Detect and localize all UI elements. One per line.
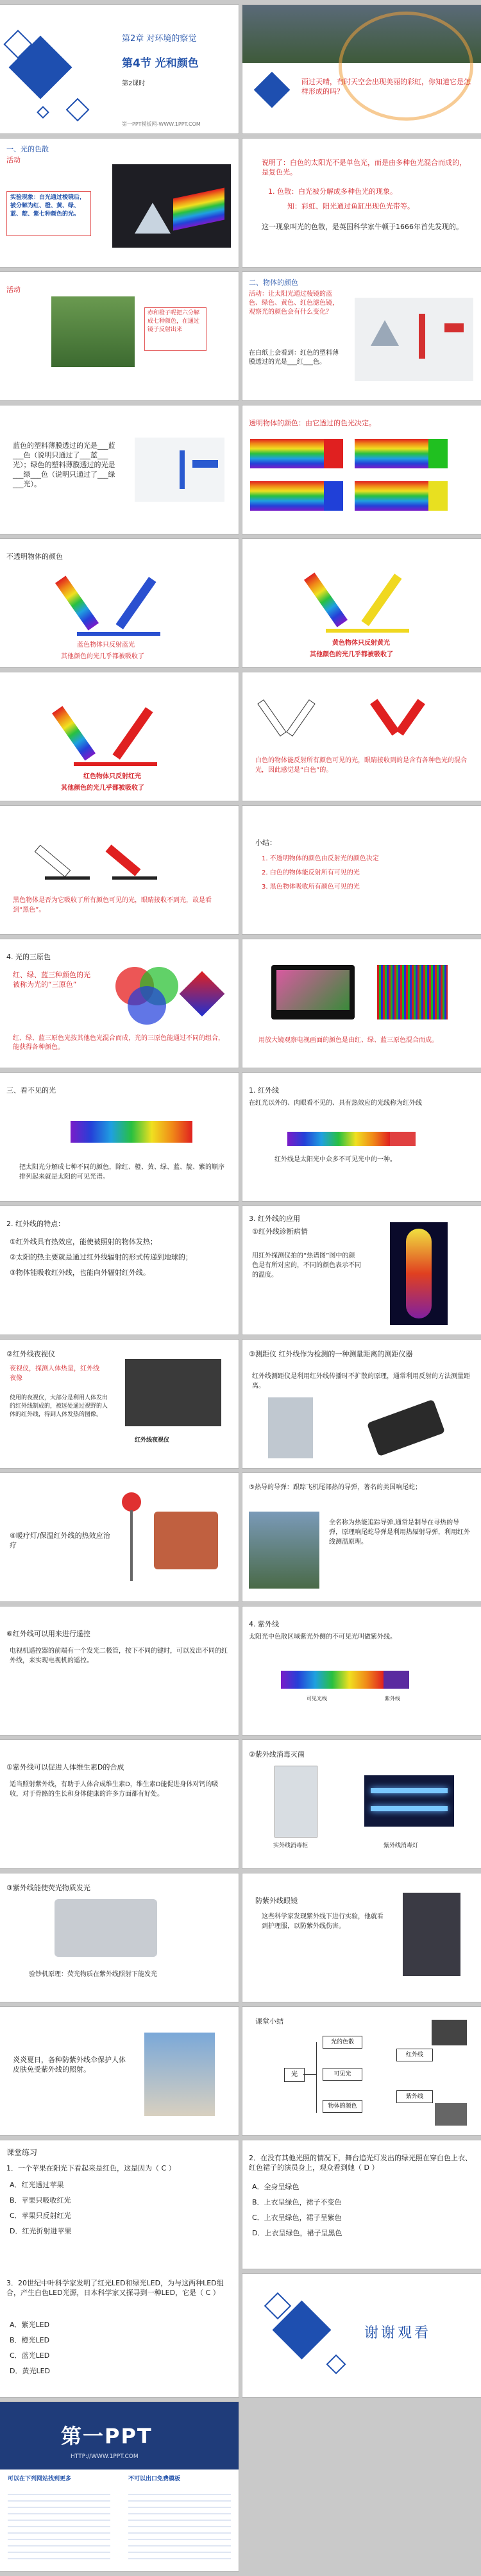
decor-square [254, 72, 291, 108]
black-surface [45, 876, 90, 880]
slide-object-color[interactable] [242, 272, 481, 400]
slide-title[interactable] [0, 5, 239, 133]
use-text: 用红外探测仪拍的“热谱图”图中的颜色是有所对应的，不同的颜色表示不同的温度。 [252, 1252, 361, 1279]
slide-activity-mirror[interactable] [0, 272, 239, 400]
uv-tube [371, 1806, 448, 1811]
brand-links-area [0, 2469, 239, 2571]
slide-ultraviolet[interactable] [242, 1607, 481, 1735]
red-filter [419, 314, 425, 359]
reflected-blue [115, 577, 156, 629]
thumb-photo [432, 2020, 467, 2045]
use-subtitle: 夜视仪，探测人体热量，红外线夜像 [10, 1365, 99, 1382]
rangefinder-device [367, 1399, 445, 1456]
red-light [444, 323, 464, 332]
scientist-photo [403, 1893, 460, 1976]
photo-caption: 验钞机原理：荧光物质在紫外线照射下能发光 [29, 1971, 157, 1978]
filter-diagram [135, 438, 224, 502]
connector [316, 2042, 317, 2113]
reflected-beam-red [396, 699, 425, 735]
activity-label: 活动 [6, 286, 21, 294]
missile-photo [249, 1512, 319, 1589]
links-right-list [128, 2489, 231, 2559]
infrared-note: 红外线是太阳光中众多不可见光中的一种。 [274, 1156, 396, 1163]
brand-logo: 第一PPT [61, 2424, 153, 2448]
brand-url[interactable]: HTTP://WWW.1PPT.COM [71, 2453, 139, 2460]
option-a[interactable]: A．紫光LED [10, 2321, 50, 2329]
option-b[interactable]: B．橙光LED [10, 2336, 50, 2344]
rainbow-question: 雨过天晴，有时天空会出现美丽的彩虹，你知道它是怎样形成的吗？ [301, 78, 471, 96]
slide-uv-fluorescence[interactable] [0, 1873, 239, 2002]
node-visible: 可见光 [323, 2068, 362, 2081]
question-2: 2．在没有其他光照的情况下，舞台追光灯发出的绿光照在穿白色上衣、红色裙子的演员身上，观众看到她（ D ） [249, 2154, 472, 2172]
summary-item-2: 2. 白色的物体能反射所有可见的光 [262, 869, 360, 876]
section-heading: 2. 红外线的特点： [6, 1220, 65, 1228]
therapy-photo [154, 1512, 218, 1569]
prism-icon [135, 203, 171, 234]
thanks-text: 谢谢观看 [364, 2325, 432, 2341]
thumb-photo [435, 2103, 467, 2126]
site-label: 第一PPT模板网-WWW.1PPT.COM [122, 121, 201, 127]
explain-line-3: 知：彩虹、阳光通过鱼缸出现色光带等。 [287, 202, 414, 210]
use-title: ②紫外线消毒灭菌 [249, 1750, 305, 1759]
explain-line-4: 这一现象叫光的色散，是英国科学家牛顿于1666年首先发现的。 [262, 223, 463, 231]
use-text: ④暖疗灯/保温红外线的热效应治疗 [10, 1531, 110, 1549]
use-text: 这些科学家发现紫外线下进行实验，他就看到护理服，以防紫外线伤害。 [262, 1913, 384, 1930]
slide-black-object[interactable] [0, 806, 239, 934]
option-a[interactable]: A．红光透过苹果 [10, 2181, 64, 2189]
spectrum-band [287, 1132, 390, 1146]
thermal-figure [406, 1229, 432, 1318]
reflected-yellow [361, 574, 401, 626]
use-title: ⑥红外线可以用来进行遥控 [6, 1630, 90, 1638]
black-object-text: 黑色物体是否为它吸收了所有颜色可见的光，眼睛接收不到光，故是看到“黑色”。 [13, 897, 212, 914]
prism-photo [112, 164, 231, 248]
infrared-def: 在红光以外的、肉眼看不见的、具有热效应的光线称为红外线 [249, 1100, 422, 1107]
caption-1: 黄色物体只反射黄光 [332, 640, 390, 647]
explain-line-1: 说明了：白色的太阳光不是单色光，而是由多种色光混合而成的，是复色光。 [262, 158, 466, 176]
option-d[interactable]: D．上衣呈绿色，裙子呈黑色 [252, 2229, 342, 2237]
slide-night-vision[interactable] [0, 1340, 239, 1468]
label-uv: 紫外线 [385, 1696, 400, 1702]
use-text: 适当照射紫外线，有助于人体合成维生素D，维生素D能促进身体对钙的吸收，对于骨骼的生长和身体健康的许多方面都有好处。 [10, 1781, 219, 1798]
activity-text: 赤和橙子呢把六分解成七种颜色，在通过镜子反射出来 [148, 310, 200, 333]
tv-text: 用放大镜观察电视画面的颜色是由红、绿、蓝三原色混合而成。 [258, 1037, 438, 1044]
primary-text-2: 红、绿、蓝三原色光按其他色光混合而成，光的三原色能通过不同的组合，能获得各种颜色。 [13, 1035, 224, 1051]
prism-filter-diagram [355, 298, 473, 381]
red-film-text: 在白纸上会看到：红色的塑料薄膜透过的光是___红___色。 [249, 350, 339, 366]
caption-2: 紫外线消毒灯 [384, 1843, 419, 1849]
use-text: 使用的夜视仪，大部分是利用人体发出的红外线制成的，被远处通过视野的人体的红外线，得到人体发热的图像。 [10, 1395, 108, 1418]
section-heading: 4. 紫外线 [249, 1620, 279, 1628]
yellow-only-band [428, 481, 448, 511]
use-title: ①红外线诊断病情 [252, 1227, 308, 1236]
option-b[interactable]: B．苹果只吸收红光 [10, 2196, 71, 2205]
slide-uv-glasses[interactable] [242, 1873, 481, 2002]
option-c[interactable]: C．苹果只反射红光 [10, 2212, 71, 2220]
slide-summary-color[interactable] [242, 806, 481, 934]
uv-band [384, 1671, 409, 1689]
slide-infrared-diagnosis[interactable] [242, 1206, 481, 1335]
option-d[interactable]: D．黄光LED [10, 2367, 51, 2375]
use-title: 防紫外线眼镜 [255, 1897, 298, 1905]
incident-beam [257, 699, 286, 737]
slide-rangefinder[interactable] [242, 1340, 481, 1468]
question-1: 1．一个苹果在阳光下看起来是红色，这是因为（ C ） [6, 2164, 176, 2172]
spectrum-band-4 [355, 481, 428, 511]
slide-invisible-light[interactable] [0, 1073, 239, 1201]
transparent-rule: 透明物体的颜色：由它透过的色光决定。 [249, 419, 376, 427]
white-reflect-diagram [262, 695, 313, 743]
slide-thanks[interactable] [242, 2274, 481, 2397]
pixel-closeup [377, 965, 448, 1019]
night-vision-photo [125, 1359, 221, 1426]
uv-def: 太阳光中色散区域紫光外侧的不可见光叫做紫外线。 [249, 1633, 396, 1641]
section-heading: 4. 光的三原色 [6, 953, 51, 961]
node-uv: 紫外线 [396, 2090, 433, 2103]
photo-caption: 红外线夜视仪 [135, 1437, 170, 1444]
spectrum-band [281, 1671, 384, 1689]
spectrum-band-3 [250, 481, 324, 511]
slide-infrared-features[interactable] [0, 1206, 239, 1335]
links-left-list [8, 2489, 110, 2559]
color-cube [180, 971, 225, 1017]
slide-tv-pixels[interactable] [242, 939, 481, 1068]
slide-filter-colors[interactable] [0, 405, 239, 534]
umbrella-photo [144, 2033, 215, 2116]
spectrum-text: 把太阳光分解成七种不同的颜色，除红、橙、黄、绿、蓝、靛、紫的顺序排列起来就是太阳的可见光谱。 [19, 1164, 224, 1181]
slide-exercise-2[interactable] [242, 2140, 481, 2269]
use-text: 炎炎夏日，各种防紫外线伞保护人体皮肤免受紫外线的照射。 [13, 2056, 126, 2074]
feature-1: ①红外线具有热效应，能使被照射的物体发热； [10, 1238, 157, 1246]
slide-blue-object[interactable] [0, 539, 239, 667]
spectrum-band [173, 187, 224, 230]
slide-exercise-1[interactable] [0, 2140, 239, 2397]
blue-light [192, 460, 218, 468]
node-infrared: 红外线 [396, 2049, 433, 2061]
observation-text: 实验现象：白光通过棱镜后，被分解为红、橙、黄、绿、蓝、靛、紫七种颜色的光。 [10, 194, 86, 218]
option-c[interactable]: C．上衣呈绿色，裙子呈紫色 [252, 2213, 342, 2222]
section-heading: 不透明物体的颜色 [6, 552, 63, 561]
use-title: ②红外线夜视仪 [6, 1350, 55, 1358]
caption-2: 其他颜色的光几乎都被吸收了 [310, 651, 393, 658]
option-a[interactable]: A．全身呈绿色 [252, 2183, 300, 2191]
slide-heat-lamp[interactable] [0, 1473, 239, 1601]
incident-beam [35, 845, 71, 878]
slide-red-object[interactable] [0, 672, 239, 801]
kids-photo [51, 296, 135, 367]
brand-footer[interactable] [0, 2402, 239, 2571]
period-label: 第2课时 [122, 80, 146, 87]
use-title: ③测距仪 红外线作为检测的一种测量距离的测距仪器 [249, 1350, 413, 1358]
rainbow-photo [242, 5, 481, 63]
slide-dispersion[interactable] [0, 139, 239, 267]
reflected-red [112, 707, 153, 760]
chapter-title: 第2章 对环境的察觉 [122, 34, 197, 44]
section-heading: 二、物体的颜色 [249, 278, 298, 287]
node-dispersion: 光的色散 [323, 2036, 362, 2049]
white-object-text: 白色的物体能反射所有颜色可见的光，眼睛接收到的是含有各种色光的混合光，因此感觉是“白色”的。 [255, 757, 467, 774]
incident-spectrum [55, 576, 99, 630]
spectrum-band-1 [250, 439, 324, 468]
uv-cabinet-photo [274, 1766, 317, 1838]
use-title: ⑤热导的导弹：跟踪飞机尾部热的导弹，著名的美国响尾蛇； [249, 1484, 421, 1491]
explain-line-2: 1. 色散：白光被分解成多种色光的现象。 [268, 187, 397, 196]
use-text: 全名称为热能追踪导弹,通常是制导在寻热的导弹，原理响尾蛇导弹是利用热辐射导弹，利用红外线测温原理。 [329, 1519, 470, 1546]
primary-text-1: 红、绿、蓝三种颜色的光被称为光的“三原色” [13, 971, 90, 989]
slide-remote-control[interactable] [0, 1607, 239, 1735]
feature-3: ③物体能吸收红外线，也能向外辐射红外线。 [10, 1268, 150, 1277]
links-left-title: 可以在下列网站找到更多 [8, 2476, 72, 2482]
slide-uv-umbrella[interactable] [0, 2007, 239, 2135]
decor-square-outline [326, 2354, 346, 2374]
prism-icon [371, 320, 399, 346]
summary-heading: 小结： [255, 839, 276, 847]
links-right-title: 不可以出口免费模板 [128, 2476, 181, 2482]
slide-white-object[interactable] [242, 672, 481, 801]
slide-primary-colors[interactable] [0, 939, 239, 1068]
caption-1: 蓝色物体只反射蓝光 [77, 642, 135, 649]
rgb-venn [109, 964, 183, 1025]
slide-infrared[interactable] [242, 1073, 481, 1201]
slide-rainbow-question[interactable] [242, 5, 481, 133]
filter-text: 蓝色的塑料薄膜透过的光是___蓝___色（说明只通过了___蓝___光）；绿色的塑料薄膜透过的光是___绿___色（说明只通过了___绿___光）。 [13, 441, 115, 488]
reflected-beam [286, 699, 315, 737]
uv-lamp-photo [364, 1775, 454, 1827]
green-only-band [428, 439, 448, 468]
visible-spectrum [71, 1121, 192, 1143]
use-title: ①紫外线可以促进人体维生素D的合成 [6, 1763, 124, 1771]
summary-heading: 课堂小结 [255, 2017, 283, 2026]
lamp-head [122, 1492, 141, 1512]
rainbow-arc [339, 12, 473, 121]
tv-screen [276, 970, 350, 1010]
incident-spectrum [52, 706, 96, 760]
activity-text: 活动：让太阳光通过棱镜的蓝色、绿色、黄色、红色滤色镜，观察光的颜色会有什么变化？ [249, 291, 339, 316]
yellow-surface [326, 629, 409, 633]
section-heading: 3. 红外线的应用 [249, 1215, 300, 1223]
heat-lamp-photo [119, 1492, 144, 1589]
blue-circle [128, 986, 166, 1025]
blue-only-band [324, 481, 343, 511]
option-b[interactable]: B．上衣呈绿色，裙子不变色 [252, 2198, 342, 2206]
lamp-stand [130, 1510, 133, 1581]
caption-2: 其他颜色的光几乎都被吸收了 [61, 653, 144, 660]
use-text: 电视机遥控器的前端有一个发光二极管，按下不同的键时，可以发出不同的红外线，来实现电视机的遥控。 [10, 1648, 228, 1664]
summary-item-3: 3. 黑色物体吸收所有颜色可见的光 [262, 883, 360, 891]
summary-item-1: 1. 不透明物体的颜色由反射光的颜色决定 [262, 855, 379, 862]
blue-filter [180, 450, 185, 489]
decor-square-outline [66, 98, 90, 122]
node-root: 光 [284, 2068, 305, 2082]
incident-spectrum [304, 572, 348, 627]
connector [303, 2074, 316, 2075]
red-reflect-diagram [371, 695, 428, 743]
question-3: 3．20世纪中叶科学家发明了红光LED和绿光LED，为与这两种LED组合，产生白色LED光源，日本科学家又探寻到一种LED，它是（ C ） [6, 2279, 224, 2297]
blue-surface [77, 632, 160, 636]
slide-heat-missile[interactable] [242, 1473, 481, 1601]
money-detector-photo [55, 1899, 157, 1957]
red-surface [74, 762, 157, 766]
node-object-color: 物体的颜色 [323, 2100, 362, 2113]
incident-beam-red [106, 844, 141, 876]
option-c[interactable]: C．蓝光LED [10, 2351, 50, 2360]
black-surface [112, 876, 157, 880]
slide-transparent-color[interactable] [242, 405, 481, 534]
tv-photo [271, 965, 355, 1019]
use-title: ③紫外线能使荧光物质发光 [6, 1884, 90, 1892]
slide-summary-map[interactable] [242, 2007, 481, 2135]
spectrum-band-2 [355, 439, 428, 468]
uv-tube [371, 1788, 448, 1793]
operator-photo [268, 1397, 313, 1458]
thermal-photo [390, 1222, 448, 1325]
exercise-heading: 课堂练习 [6, 2148, 38, 2157]
use-text: 红外线测距仪是利用红外线传播时不扩散的原理，通常利用反射的方法测量距离。 [252, 1373, 470, 1390]
section-heading: 一、光的色散 [6, 145, 49, 153]
section-heading: 1. 红外线 [249, 1086, 279, 1095]
label-visible: 可见光线 [307, 1696, 327, 1702]
section-heading: 三、看不见的光 [6, 1086, 56, 1095]
slide-dispersion-explain[interactable] [242, 139, 481, 267]
option-d[interactable]: D．红光折射进苹果 [10, 2227, 72, 2235]
decor-square-outline [37, 106, 49, 119]
caption-1: 实外线消毒柜 [273, 1843, 308, 1849]
slide-uv-disinfection[interactable] [242, 1740, 481, 1868]
feature-2: ②太阳的热主要就是通过红外线辐射的形式传递到地球的； [10, 1253, 192, 1261]
caption-1: 红色物体只反射红光 [83, 773, 141, 780]
red-only-band [324, 439, 343, 468]
section-title: 第4节 光和颜色 [122, 57, 199, 70]
activity-label: 活动 [6, 156, 21, 164]
slide-yellow-object[interactable] [242, 539, 481, 667]
slide-uv-vitamin-d[interactable] [0, 1740, 239, 1868]
infrared-band [390, 1132, 416, 1146]
caption-2: 其他颜色的光几乎都被吸收了 [61, 785, 144, 792]
